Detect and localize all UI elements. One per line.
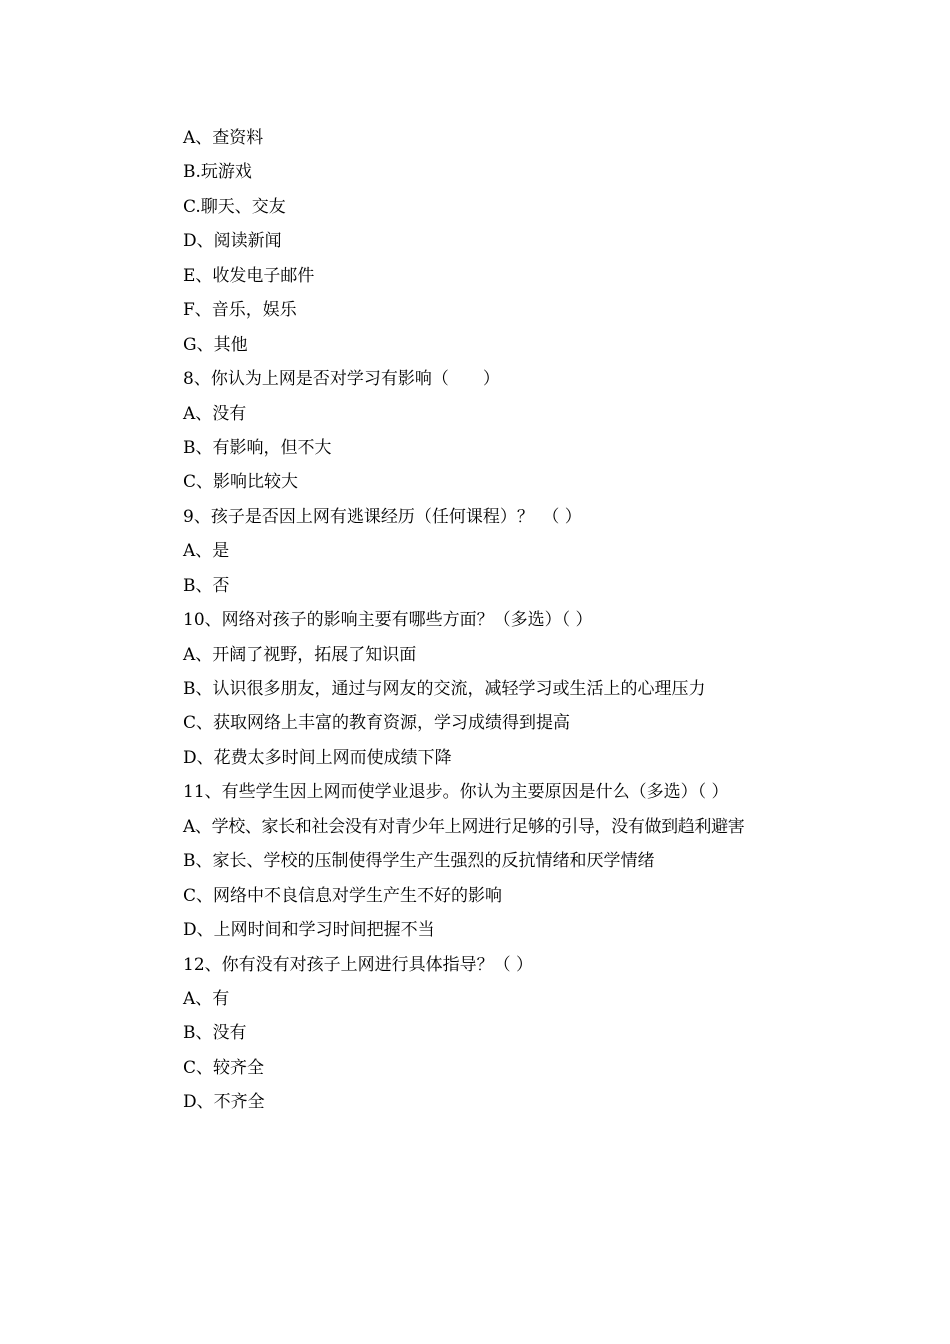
question-9: 9、孩子是否因上网有逃课经历（任何课程）？ （ ） xyxy=(183,506,582,527)
option-d-news: D、阅读新闻 xyxy=(183,231,282,252)
q8-option-a: A、没有 xyxy=(183,403,247,424)
q12-option-d: D、不齐全 xyxy=(183,1092,265,1113)
q11-option-b: B、家长、学校的压制使得学生产生强烈的反抗情绪和厌学情绪 xyxy=(183,851,655,872)
option-c-chat: C.聊天、交友 xyxy=(183,196,286,217)
q12-option-c: C、较齐全 xyxy=(183,1057,265,1078)
q8-option-c: C、影响比较大 xyxy=(183,472,299,493)
q12-option-a: A、有 xyxy=(183,988,230,1009)
survey-content xyxy=(183,121,823,1120)
q9-option-b: B、否 xyxy=(183,575,230,596)
option-f-music: F、音乐，娱乐 xyxy=(183,300,297,321)
option-e-email: E、收发电子邮件 xyxy=(183,265,315,286)
q12-option-b: B、没有 xyxy=(183,1023,247,1044)
q10-option-b: B、认识很多朋友，通过与网友的交流，减轻学习或生活上的心理压力 xyxy=(183,679,706,699)
q10-option-d: D、花费太多时间上网而使成绩下降 xyxy=(183,747,452,768)
q11-option-d: D、上网时间和学习时间把握不当 xyxy=(183,920,435,941)
option-b-games: B.玩游戏 xyxy=(183,162,252,183)
question-10: 10、网络对孩子的影响主要有哪些方面？（多选）（ ） xyxy=(183,610,593,631)
question-8: 8、你认为上网是否对学习有影响（ ） xyxy=(183,369,500,390)
option-g-other: G、其他 xyxy=(183,334,248,355)
q9-option-a: A、是 xyxy=(183,541,230,562)
option-a-research: A、查资料 xyxy=(183,128,264,148)
q10-option-a: A、开阔了视野，拓展了知识面 xyxy=(183,644,417,665)
q11-option-a: A、学校、家长和社会没有对青少年上网进行足够的引导，没有做到趋利避害 xyxy=(183,816,745,837)
q11-option-c: C、网络中不良信息对学生产生不好的影响 xyxy=(183,885,503,906)
q10-option-c: C、获取网络上丰富的教育资源，学习成绩得到提高 xyxy=(183,713,571,734)
q8-option-b: B、有影响，但不大 xyxy=(183,437,332,458)
question-12: 12、你有没有对孩子上网进行具体指导？（ ） xyxy=(183,954,534,975)
question-11: 11、有些学生因上网而使学业退步。你认为主要原因是什么（多选）（ ） xyxy=(183,782,729,803)
